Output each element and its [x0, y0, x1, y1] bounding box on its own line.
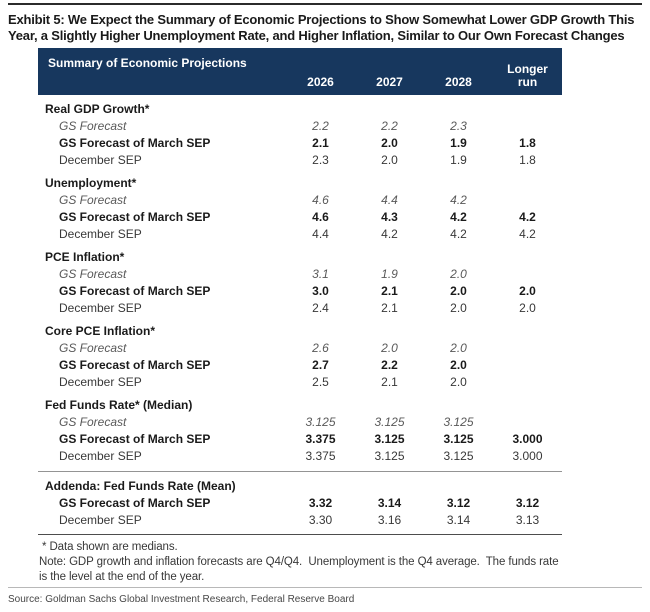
table-row	[38, 192, 562, 209]
value-cell: 2.0	[450, 301, 467, 315]
value-cell: 3.000	[512, 449, 543, 463]
section-label: Unemployment*	[45, 176, 137, 190]
table-row	[38, 414, 562, 431]
exhibit-page	[0, 3, 650, 605]
section-header-row	[38, 397, 562, 414]
table-section	[38, 249, 562, 317]
table-row	[38, 512, 562, 529]
row-label: GS Forecast	[59, 415, 127, 429]
value-cell: 2.0	[450, 267, 467, 281]
top-divider	[8, 3, 642, 5]
table-row	[38, 340, 562, 357]
value-cell: 2.1	[312, 136, 329, 150]
value-cell: 3.125	[374, 415, 405, 429]
value-cell: 4.6	[312, 210, 329, 224]
source-line: Source: Goldman Sachs Global Investment Research, Federal Reserve Board	[8, 594, 355, 605]
table-section	[38, 175, 562, 243]
value-cell: 3.32	[308, 496, 333, 510]
row-label: GS Forecast of March SEP	[59, 210, 211, 224]
value-cell: 1.8	[519, 136, 536, 150]
table-section	[38, 478, 562, 529]
section-header-row	[38, 101, 562, 118]
value-cell: 3.12	[515, 496, 540, 510]
value-cell: 2.0	[519, 301, 536, 315]
table-row	[38, 266, 562, 283]
table-section	[38, 101, 562, 169]
value-cell: 3.375	[305, 432, 336, 446]
value-cell: 4.2	[519, 210, 536, 224]
value-cell: 3.1	[312, 267, 329, 281]
addenda-divider	[38, 471, 562, 472]
section-header-row	[38, 175, 562, 192]
footnote-medians: * Data shown are medians.	[42, 541, 178, 553]
exhibit-title: Exhibit 5: We Expect the Summary of Economic Projections to Show Somewhat Lower GDP Growth This Year, a Slightly Higher Unemployment Rate, and Higher Inflation, Similar to Our Own Forecast Changes	[8, 12, 635, 43]
row-label: December SEP	[59, 375, 142, 389]
value-cell: 3.13	[515, 513, 540, 527]
section-label: PCE Inflation*	[45, 250, 125, 264]
value-cell: 2.3	[312, 153, 329, 167]
value-cell: 4.2	[381, 227, 398, 241]
row-label: December SEP	[59, 513, 142, 527]
table-row	[38, 448, 562, 465]
column-header-longer-run: Longer run	[507, 63, 548, 89]
footnotes	[39, 540, 562, 585]
row-label: GS Forecast of March SEP	[59, 284, 211, 298]
table-section	[38, 323, 562, 391]
value-cell: 3.000	[512, 432, 543, 446]
table-row	[38, 209, 562, 226]
row-label: GS Forecast	[59, 119, 127, 133]
table-row	[38, 374, 562, 391]
row-label: GS Forecast of March SEP	[59, 432, 211, 446]
value-cell: 4.2	[450, 227, 467, 241]
value-cell: 2.0	[450, 375, 467, 389]
value-cell: 2.6	[312, 341, 329, 355]
value-cell: 4.6	[312, 193, 329, 207]
row-label: GS Forecast	[59, 267, 127, 281]
row-label: GS Forecast of March SEP	[59, 496, 211, 510]
value-cell: 1.9	[381, 267, 398, 281]
value-cell: 3.14	[446, 513, 471, 527]
row-label: December SEP	[59, 153, 142, 167]
value-cell: 2.2	[381, 119, 398, 133]
row-label: December SEP	[59, 227, 142, 241]
table-section	[38, 397, 562, 465]
value-cell: 3.125	[443, 415, 474, 429]
value-cell: 3.125	[443, 432, 474, 446]
section-header-row	[38, 323, 562, 340]
column-header-2026: 2026	[307, 75, 334, 89]
row-label: GS Forecast of March SEP	[59, 358, 211, 372]
table-row	[38, 118, 562, 135]
value-cell: 3.125	[374, 432, 405, 446]
value-cell: 2.2	[381, 358, 398, 372]
value-cell: 3.16	[377, 513, 402, 527]
value-cell: 2.1	[381, 375, 398, 389]
row-label: GS Forecast	[59, 341, 127, 355]
source-divider	[8, 587, 642, 588]
value-cell: 3.30	[308, 513, 333, 527]
footnote-methodology: Note: GDP growth and inflation forecasts are Q4/Q4. Unemployment is the Q4 average. The funds rate is the level at the end of the year.	[39, 556, 562, 583]
value-cell: 2.0	[381, 153, 398, 167]
value-cell: 1.8	[519, 153, 536, 167]
table-header	[38, 48, 562, 95]
value-cell: 2.0	[519, 284, 536, 298]
value-cell: 4.4	[312, 227, 329, 241]
section-header-row	[38, 249, 562, 266]
column-header-2027: 2027	[376, 75, 403, 89]
value-cell: 3.14	[377, 496, 402, 510]
value-cell: 3.375	[305, 449, 336, 463]
page-footer	[0, 587, 650, 605]
table-row	[38, 226, 562, 243]
table-row	[38, 152, 562, 169]
value-cell: 3.125	[443, 449, 474, 463]
table-row	[38, 495, 562, 512]
column-header-row	[38, 63, 562, 89]
table-title: Summary of Economic Projections	[48, 56, 247, 70]
value-cell: 4.2	[519, 227, 536, 241]
table-row	[38, 300, 562, 317]
value-cell: 4.2	[450, 193, 467, 207]
value-cell: 4.4	[381, 193, 398, 207]
value-cell: 2.0	[450, 284, 467, 298]
value-cell: 1.9	[450, 153, 467, 167]
value-cell: 2.3	[450, 119, 467, 133]
value-cell: 3.125	[374, 449, 405, 463]
section-label: Fed Funds Rate* (Median)	[45, 398, 193, 412]
value-cell: 2.0	[450, 358, 467, 372]
row-label: GS Forecast of March SEP	[59, 136, 211, 150]
value-cell: 2.4	[312, 301, 329, 315]
value-cell: 2.1	[381, 284, 398, 298]
section-header-row	[38, 478, 562, 495]
value-cell: 3.12	[446, 496, 471, 510]
table-row	[38, 431, 562, 448]
value-cell: 2.0	[450, 341, 467, 355]
summary-of-economic-projections-table	[38, 48, 562, 585]
table-sections	[38, 101, 562, 529]
value-cell: 1.9	[450, 136, 467, 150]
section-label: Addenda: Fed Funds Rate (Mean)	[45, 479, 236, 493]
footnote-divider	[38, 534, 562, 535]
section-label: Core PCE Inflation*	[45, 324, 156, 338]
value-cell: 4.2	[450, 210, 467, 224]
table-row	[38, 357, 562, 374]
row-label: December SEP	[59, 449, 142, 463]
value-cell: 2.5	[312, 375, 329, 389]
table-row	[38, 135, 562, 152]
value-cell: 3.125	[305, 415, 336, 429]
row-label: December SEP	[59, 301, 142, 315]
value-cell: 2.0	[381, 341, 398, 355]
value-cell: 3.0	[312, 284, 329, 298]
section-label: Real GDP Growth*	[45, 102, 150, 116]
table-row	[38, 283, 562, 300]
value-cell: 2.0	[381, 136, 398, 150]
row-label: GS Forecast	[59, 193, 127, 207]
value-cell: 2.1	[381, 301, 398, 315]
value-cell: 2.2	[312, 119, 329, 133]
column-header-2028: 2028	[445, 75, 472, 89]
value-cell: 4.3	[381, 210, 398, 224]
value-cell: 2.7	[312, 358, 329, 372]
